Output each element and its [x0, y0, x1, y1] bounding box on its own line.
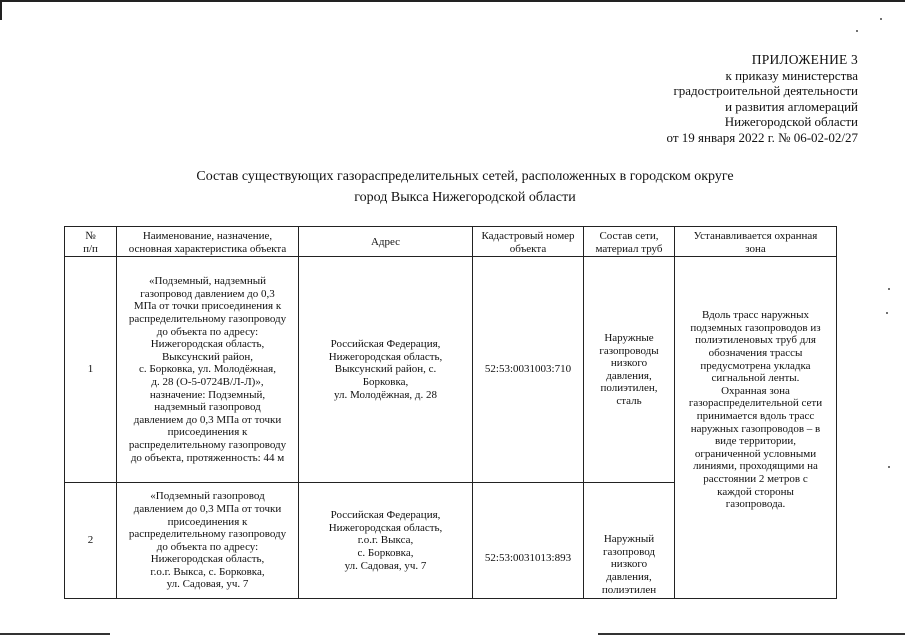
header-network: Состав сети, материал труб	[584, 227, 675, 257]
row-name: «Подземный, надземный газопровод давлением до 0,3 МПа от точки присоединения к распределительному газопроводу до объекта по адресу: Нижегородская область, Выксунский район, с. Борковка, ул. Молодёжная, д. 28 (О-5-0724В/Л-Л)», назначение: Подземный, надземный газопровод давлением до 0,3 МПа от точки присоединения к распределительному газопроводу до объекта, протяженность: 44 м	[117, 257, 299, 483]
header-num: № п/п	[65, 227, 117, 257]
scan-speck	[856, 30, 858, 32]
row-address: Российская Федерация, Нижегородская область, г.о.г. Выкса, с. Борковка, ул. Садовая, уч. 7	[299, 483, 473, 599]
gas-network-table	[64, 226, 837, 599]
row-cadastral: 52:53:0031013:893	[473, 483, 584, 599]
document-title-line: Состав существующих газораспределительных сетей, расположенных в городском округе	[196, 169, 734, 184]
row-network: Наружный газопровод низкого давления, полиэтилен	[584, 483, 675, 599]
appendix-line: и развития агломераций	[725, 98, 858, 114]
row-address: Российская Федерация, Нижегородская область, Выксунский район, с. Борковка, ул. Молодёжная, д. 28	[299, 257, 473, 483]
table-header-row	[65, 227, 837, 257]
scan-edge-left	[0, 0, 2, 20]
scan-speck	[886, 312, 888, 314]
document-title	[100, 166, 830, 208]
header-name: Наименование, назначение, основная характеристика объекта	[117, 227, 299, 257]
header-address: Адрес	[299, 227, 473, 257]
row-protection-zone: Вдоль трасс наружных подземных газопроводов из полиэтиленовых труб для обозначения трассы предусмотрена укладка сигнальной ленты. Охранная зона газораспределительной сети принимается вдоль трасс наружных газопроводов – в виде территории, ограниченной условными линиями, проходящими на расстоянии 2 метров с каждой стороны газопровода.	[675, 257, 837, 599]
appendix-order-date: от 19 января 2022 г. № 06-02-02/27	[666, 129, 858, 145]
row-num: 2	[65, 483, 117, 599]
appendix-line: Нижегородской области	[724, 114, 858, 129]
header-zone: Устанавливается охранная зона	[675, 227, 837, 257]
row-network: Наружные газопроводы низкого давления, полиэтилен, сталь	[584, 257, 675, 483]
scan-speck	[888, 288, 890, 290]
appendix-block	[498, 52, 858, 145]
row-cadastral: 52:53:0031003:710	[473, 257, 584, 483]
scan-speck	[888, 466, 890, 468]
document-title-line: город Выкса Нижегородской области	[354, 190, 576, 205]
scan-edge-bottom	[0, 633, 110, 635]
scan-edge-bottom	[598, 633, 905, 635]
appendix-line: градостроительной деятельности	[673, 83, 858, 98]
scan-speck	[880, 18, 882, 20]
appendix-line: к приказу министерства	[725, 67, 858, 83]
scan-edge-top	[0, 0, 905, 2]
row-num: 1	[65, 257, 117, 483]
table-row	[65, 257, 837, 483]
appendix-heading: ПРИЛОЖЕНИЕ 3	[751, 52, 858, 67]
header-cadastral: Кадастровый номер объекта	[473, 227, 584, 257]
row-name: «Подземный газопровод давлением до 0,3 МПа от точки присоединения к распределительному газопроводу до объекта по адресу: Нижегородская область, г.о.г. Выкса, с. Борковка, ул. Садовая, уч. 7	[117, 483, 299, 599]
